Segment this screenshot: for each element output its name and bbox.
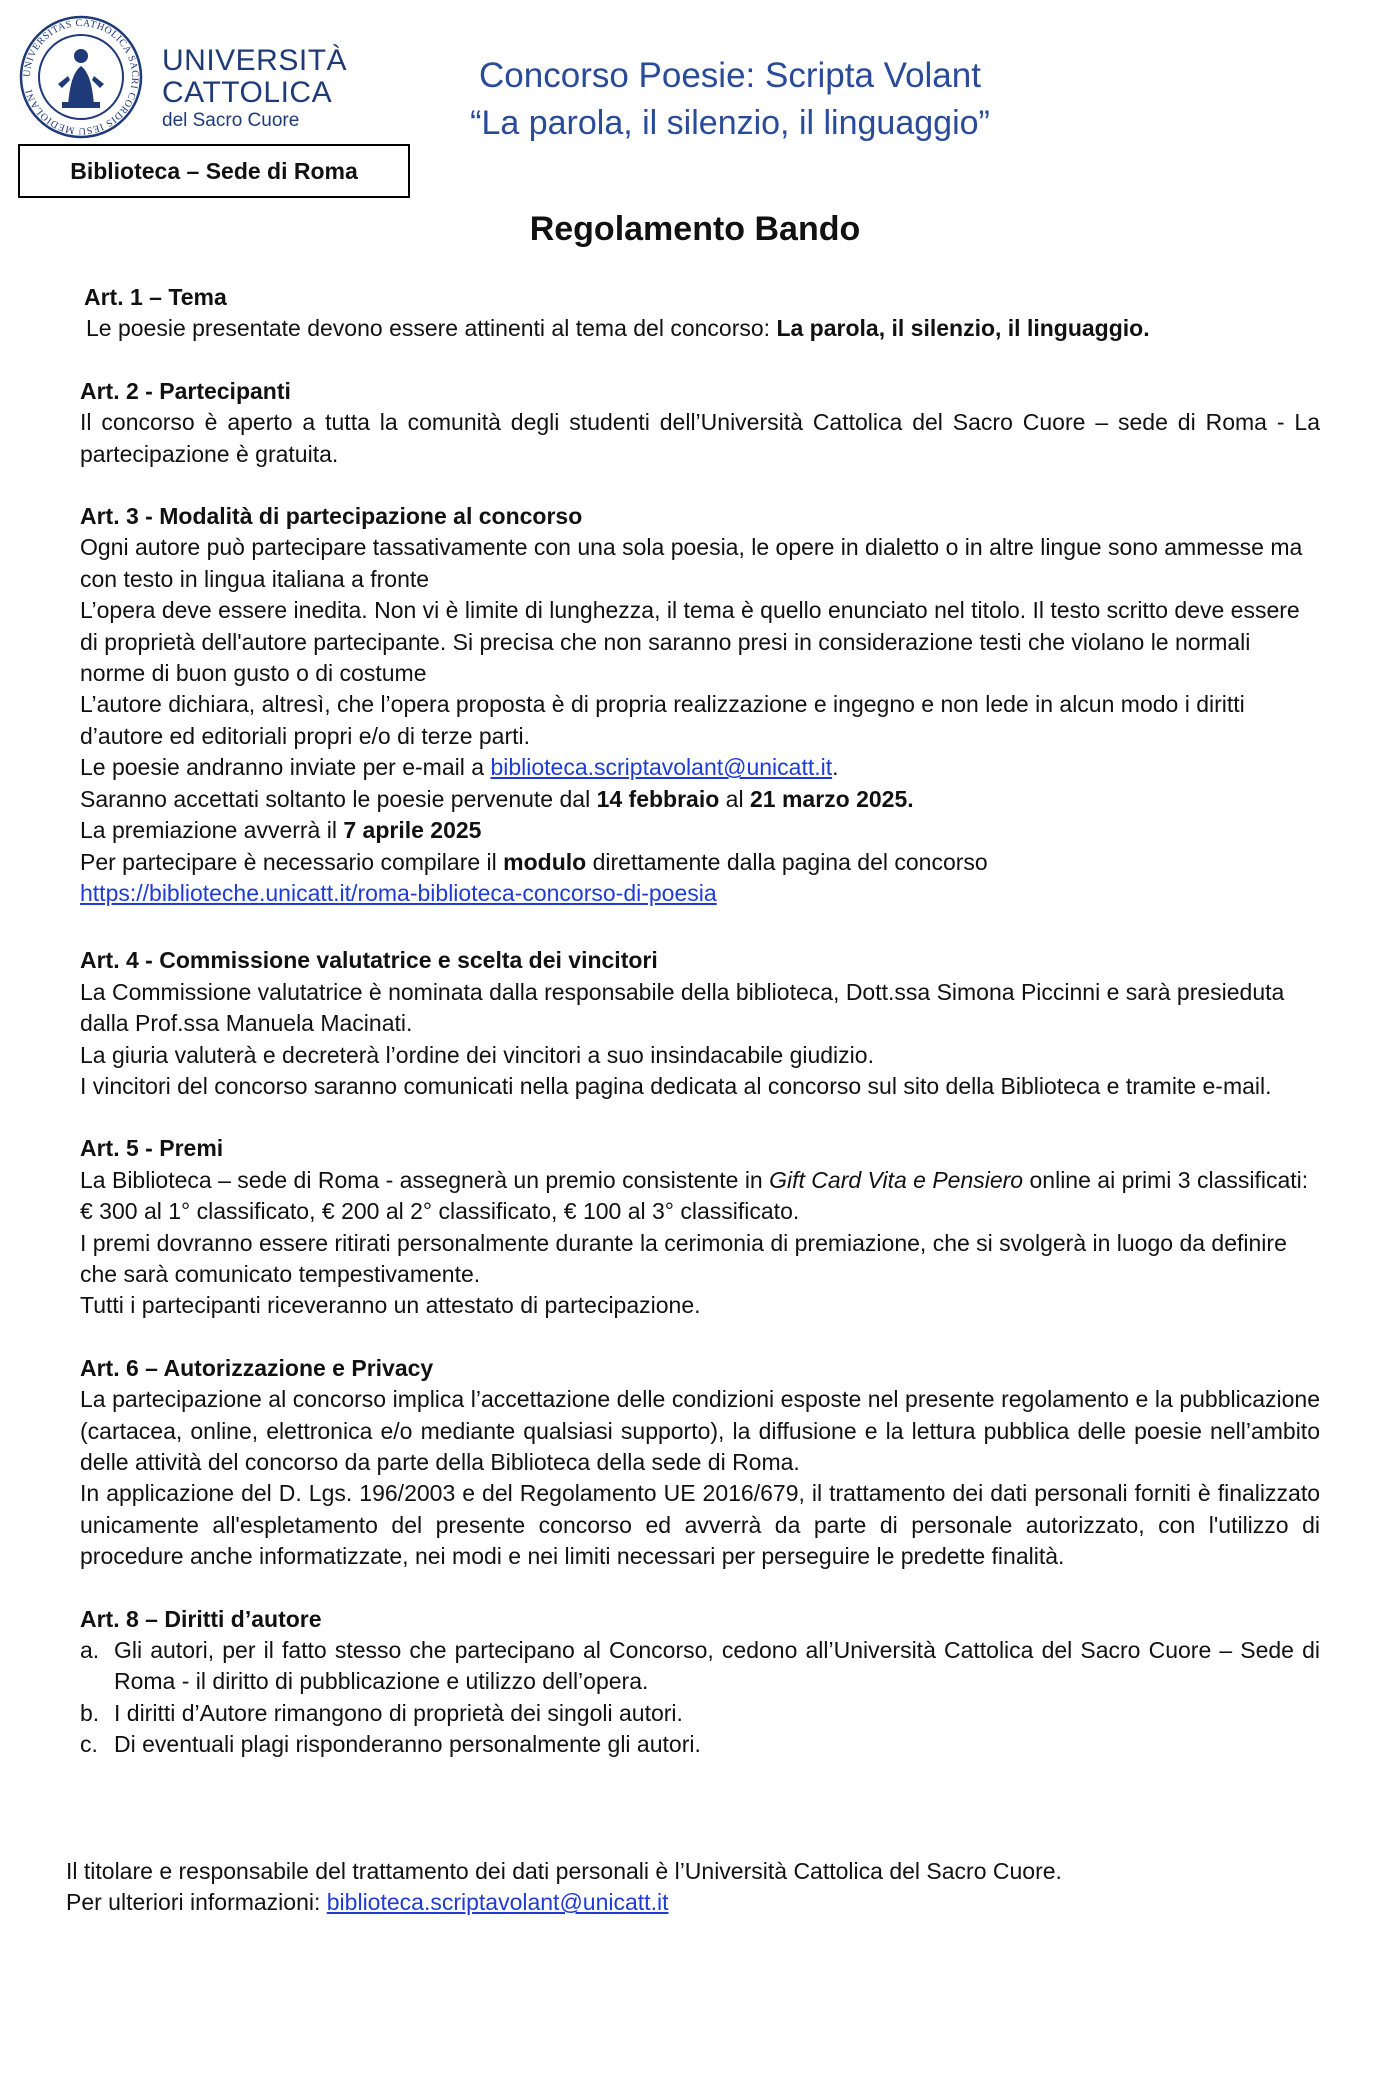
article-6-title: Art. 6 – Autorizzazione e Privacy [80,1354,434,1381]
article-1-theme: La parola, il silenzio, il linguaggio. [776,315,1150,342]
university-name-line2: CATTOLICA [162,76,333,109]
article-5-paragraph: Tutti i partecipanti riceveranno un attestato di partecipazione. [80,1292,701,1319]
article-8-list [80,1635,1320,1761]
article-6 [80,1353,1320,1573]
article-3-paragraph: Ogni autore può partecipare tassativamente con una sola poesia, le opere in dialetto o in altre lingue sono ammesse ma con testo in lingua italiana a fronte [80,534,1303,592]
text-span: direttamente dalla pagina del concorso [586,848,988,875]
article-1-text [80,313,1320,344]
article-1 [80,282,1320,345]
university-seal-logo [18,14,144,140]
list-marker: a. [80,1637,100,1664]
article-2 [80,376,1320,470]
article-5-paragraph: I premi dovranno essere ritirati personalmente durante la cerimonia di premiazione, che si svolgerà in luogo da definire che sarà comunicato tempestivamente. [80,1229,1287,1287]
text-span: Le poesie andranno inviate per e-mail a [80,754,491,781]
article-4-title: Art. 4 - Commissione valutatrice e scelta dei vincitori [80,947,658,974]
contest-page-link[interactable]: https://biblioteche.unicatt.it/roma-biblioteca-concorso-di-poesia [80,879,717,906]
date-from: 14 febbraio [596,785,720,812]
article-5 [80,1133,1320,1321]
article-3-dates-line [80,784,1320,815]
article-8 [80,1604,1320,1761]
article-8-title: Art. 8 – Diritti d’autore [80,1605,322,1632]
text-span: La premiazione avverrà il [80,817,344,844]
university-name-line1: UNIVERSITÀ [162,44,348,77]
svg-text:UNIVERSITAS CATHOLICA SACRI CO: UNIVERSITAS CATHOLICA SACRI CORDIS IESU MEDIOLANI [21,17,141,137]
article-5-title: Art. 5 - Premi [80,1135,224,1162]
date-to: 21 marzo 2025. [749,785,914,812]
list-item [80,1729,1320,1760]
article-6-paragraph: In applicazione del D. Lgs. 196/2003 e del Regolamento UE 2016/679, il trattamento dei dati personali forniti è finalizzato unicamente all'espletamento del presente concorso ed avverrà da parte di personale autorizzato, con l'utilizzo di procedure anche informatizzate, nei modi e nei limiti necessari per perseguire le predette finalità. [80,1480,1320,1570]
article-3-title: Art. 3 - Modalità di partecipazione al concorso [80,503,583,530]
article-5-paragraph [80,1165,1320,1228]
footer-data-controller: Il titolare e responsabile del trattamento dei dati personali è l’Università Cattolica del Sacro Cuore. [66,1858,1062,1884]
contest-subtitle: “La parola, il silenzio, il linguaggio” [470,104,990,142]
article-3-paragraph: L’autore dichiara, altresì, che l’opera proposta è di propria realizzazione e ingegno e non lede in alcun modo i diritti d’autore ed editoriali propri e/o di terze parti. [80,691,1245,749]
article-3-award-line [80,815,1320,846]
list-item [80,1635,1320,1698]
award-date: 7 aprile 2025 [343,817,482,844]
article-3 [80,501,1320,909]
list-item-text: I diritti d’Autore rimangono di proprietà dei singoli autori. [114,1699,683,1726]
text-span: Per ulteriori informazioni: [66,1889,327,1916]
list-marker: c. [80,1731,98,1758]
text-span: al [719,785,750,812]
text-span: . [832,754,839,781]
article-3-form-line [80,847,1320,878]
list-item-text: Gli autori, per il fatto stesso che partecipano al Concorso, cedono all’Università Cattolica del Sacro Cuore – Sede di Roma - il diritto di pubblicazione e utilizzo dell’opera. [114,1637,1320,1695]
article-2-title: Art. 2 - Partecipanti [80,377,291,404]
footer-email-link[interactable]: biblioteca.scriptavolant@unicatt.it [326,1889,669,1916]
article-4-paragraph: La giuria valuterà e decreterà l’ordine dei vincitori a suo insindacabile giudizio. [80,1041,874,1068]
text-span: La Biblioteca – sede di Roma - assegnerà un premio consistente in [80,1166,770,1193]
university-name-line3: del Sacro Cuore [162,110,300,131]
article-3-email-line [80,752,1320,783]
article-6-paragraph: La partecipazione al concorso implica l’accettazione delle condizioni esposte nel presente regolamento e la pubblicazione (cartacea, online, elettronica e/o mediante qualsiasi supporto), la diffusione e la lettura pubblica delle poesie nell’ambito delle attività del concorso da parte della Biblioteca della sede di Roma. [80,1386,1320,1475]
article-4 [80,945,1320,1102]
email-link[interactable]: biblioteca.scriptavolant@unicatt.it [490,754,833,781]
list-item [80,1698,1320,1729]
article-2-text: Il concorso è aperto a tutta la comunità degli studenti dell’Università Cattolica del Sacro Cuore – sede di Roma - La partecipazione è gratuita. [80,409,1320,467]
form-word: modulo [503,848,587,875]
list-marker: b. [80,1699,100,1726]
document-title: Regolamento Bando [529,210,861,248]
article-4-paragraph: La Commissione valutatrice è nominata dalla responsabile della biblioteca, Dott.ssa Simona Piccinni e sarà presieduta dalla Prof.ssa Manuela Macinati. [80,978,1285,1037]
footer-contact-line [66,1887,1062,1918]
text-span: Per partecipare è necessario compilare il [80,848,504,875]
article-3-url-line [80,878,1320,909]
gift-card-name: Gift Card Vita e Pensiero [769,1166,1024,1193]
contest-title: Concorso Poesie: Scripta Volant [479,56,981,95]
article-1-text-part: Le poesie presentate devono essere attinenti al tema del concorso: [86,315,777,342]
regulation-body [80,282,1320,1761]
article-4-paragraph: I vincitori del concorso saranno comunicati nella pagina dedicata al concorso sul sito della Biblioteca e tramite e-mail. [80,1072,1272,1099]
text-span: online ai primi 3 classificati: € 300 al 1° classificato, € 200 al 2° classificato, € 100 al 3° classificato. [80,1166,1309,1225]
article-1-title: Art. 1 – Tema [84,284,227,310]
footer [66,1856,1062,1919]
list-item-text: Di eventuali plagi risponderanno personalmente gli autori. [114,1731,701,1758]
library-box: Biblioteca – Sede di Roma [18,144,410,198]
text-span: Saranno accettati soltanto le poesie pervenute dal [80,785,597,812]
article-3-paragraph: L’opera deve essere inedita. Non vi è limite di lunghezza, il tema è quello enunciato nel titolo. Il testo scritto deve essere di proprietà dell'autore partecipante. Si precisa che non saranno presi in considerazione testi che violano le normali norme di buon gusto o di costume [80,597,1300,687]
